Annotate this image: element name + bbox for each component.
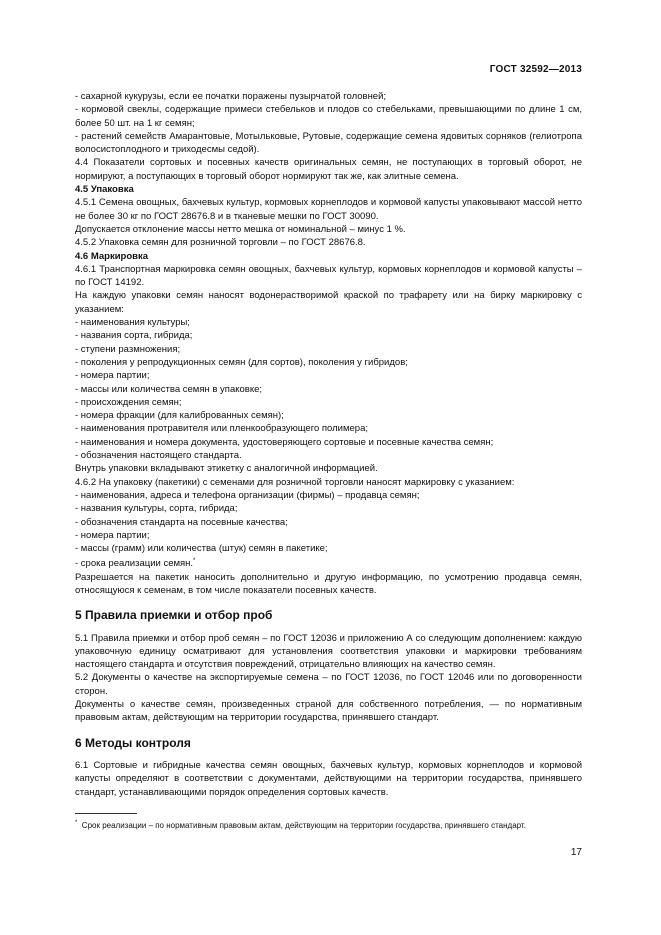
document-body: [75, 90, 582, 799]
paragraph-4-6-1: 4.6.1 Транспортная маркировка семян овощных, бахчевых культур, кормовых корнеплодов и кормовой капусты – по ГОСТ 14192.: [75, 263, 582, 289]
heading-4-5: 4.5 Упаковка: [75, 184, 134, 196]
list-item: - поколения у репродукционных семян (для сортов), поколения у гибридов;: [75, 356, 408, 368]
footnote-mark: *: [75, 820, 78, 826]
list-item: - сахарной кукурузы, если ее початки поражены пузырчатой головней;: [75, 91, 387, 102]
paragraph-6-1: 6.1 Сортовые и гибридные качества семян овощных, бахчевых культур, кормовых корнеплодов и кормовой капусты определяют в соответствии с документами, действующими на территории государства, принявшего стандарт, устанавливающими порядок определения сортовых качеств.: [75, 759, 582, 798]
paragraph-4-6-2: 4.6.2 На упаковку (пакетики) с семенами для розничной торговли наносят маркировку с указанием:: [75, 476, 515, 488]
footnote-reference: *: [193, 558, 196, 565]
list-item: - обозначения настоящего стандарта.: [75, 450, 242, 462]
footnote: [75, 818, 582, 831]
list-item: - наименования культуры;: [75, 317, 190, 329]
section-6-title: 6 Методы контроля: [75, 735, 191, 750]
list-item: - наименования и номера документа, удостоверяющего сортовые и посевные качества семян;: [75, 436, 494, 448]
list-item: - растений семейств Амарантовые, Мотыльковые, Рутовые, содержащие семена ядовитых сорняков (гелиотропа волосистоплодного и триходесмы седой).: [75, 130, 582, 156]
list-item: - массы (грамм) или количества (штук) семян в пакетике;: [75, 543, 328, 555]
paragraph: Документы о качестве семян, произведенных страной для собственного потребления, — по нормативным правовым актам, действующим на территории государства, принявшего стандарт.: [75, 699, 582, 724]
heading-4-6: 4.6 Маркировка: [75, 250, 149, 262]
document-header: ГОСТ 32592—2013: [489, 64, 582, 75]
section-5-title: 5 Правила приемки и отбор проб: [75, 608, 273, 623]
page-number: 17: [570, 847, 582, 858]
list-item: - происхождения семян;: [75, 396, 182, 408]
list-item: - массы или количества семян в упаковке;: [75, 383, 263, 395]
list-item-text: - срока реализации семян.: [75, 558, 194, 570]
footnote-text: Срок реализации – по нормативным правовым актам, действующим на территории государства, принявшего стандарт.: [81, 821, 526, 830]
paragraph-4-5-2: 4.5.2 Упаковка семян для розничной торговли – по ГОСТ 28676.8.: [75, 237, 366, 249]
paragraph: Внутрь упаковки вкладывают этикетку с аналогичной информацией.: [75, 463, 378, 475]
list-item: - наименования, адреса и телефона организации (фирмы) – продавца семян;: [75, 489, 420, 501]
list-item: - обозначения стандарта на посевные качества;: [75, 516, 288, 528]
paragraph: Допускается отклонение массы нетто мешка от номинальной – минус 1 %.: [75, 223, 406, 235]
list-item: - названия сорта, гибрида;: [75, 330, 193, 342]
paragraph-5-2: 5.2 Документы о качестве на экспортируемые семена – по ГОСТ 12036, по ГОСТ 12046 или по договоренности сторон.: [75, 672, 582, 697]
list-item: - ступени размножения;: [75, 343, 181, 355]
list-item: - наименования протравителя или пленкообразующего полимера;: [75, 423, 368, 435]
list-item: - номера фракции (для калиброванных семян);: [75, 410, 284, 422]
list-item: - названия культуры, сорта, гибрида;: [75, 503, 238, 515]
footnote-divider: [75, 813, 137, 814]
paragraph-5-1: 5.1 Правила приемки и отбор проб семян – по ГОСТ 12036 и приложению А со следующим дополнением: каждую упаковочную единицу осматривают для установления соответствия упаковки и маркировки требованиям настоящего стандарта и отсутствия повреждений, отрицательно влияющих на качество семян.: [75, 632, 582, 671]
list-item: - кормовой свеклы, содержащие примеси стебельков и плодов со стебельками, превышающими по длине 1 см, более 50 шт. на 1 кг семян;: [75, 104, 582, 129]
list-item: [75, 555, 582, 570]
list-item: - номера партии;: [75, 529, 150, 541]
paragraph-4-4: 4.4 Показатели сортовых и посевных качеств оригинальных семян, не поступающих в торговый оборот, не нормируют, а поступающих в торговый оборот нормируют так же, как элитные семена.: [75, 157, 582, 182]
list-item: - номера партии;: [75, 370, 150, 382]
paragraph-4-5-1: 4.5.1 Семена овощных, бахчевых культур, кормовых корнеплодов и кормовой капусты упаковывают массой нетто не более 30 кг по ГОСТ 28676.8 и в тканевые мешки по ГОСТ 30090.: [75, 197, 582, 222]
paragraph: Разрешается на пакетик наносить дополнительно и другую информацию, по усмотрению продавца семян, относящуюся к семенам, в том числе показатели посевных качеств.: [75, 571, 582, 596]
paragraph: На каждую упаковки семян наносят водонерастворимой краской по трафарету или на бирку маркировку с указанием:: [75, 290, 582, 315]
